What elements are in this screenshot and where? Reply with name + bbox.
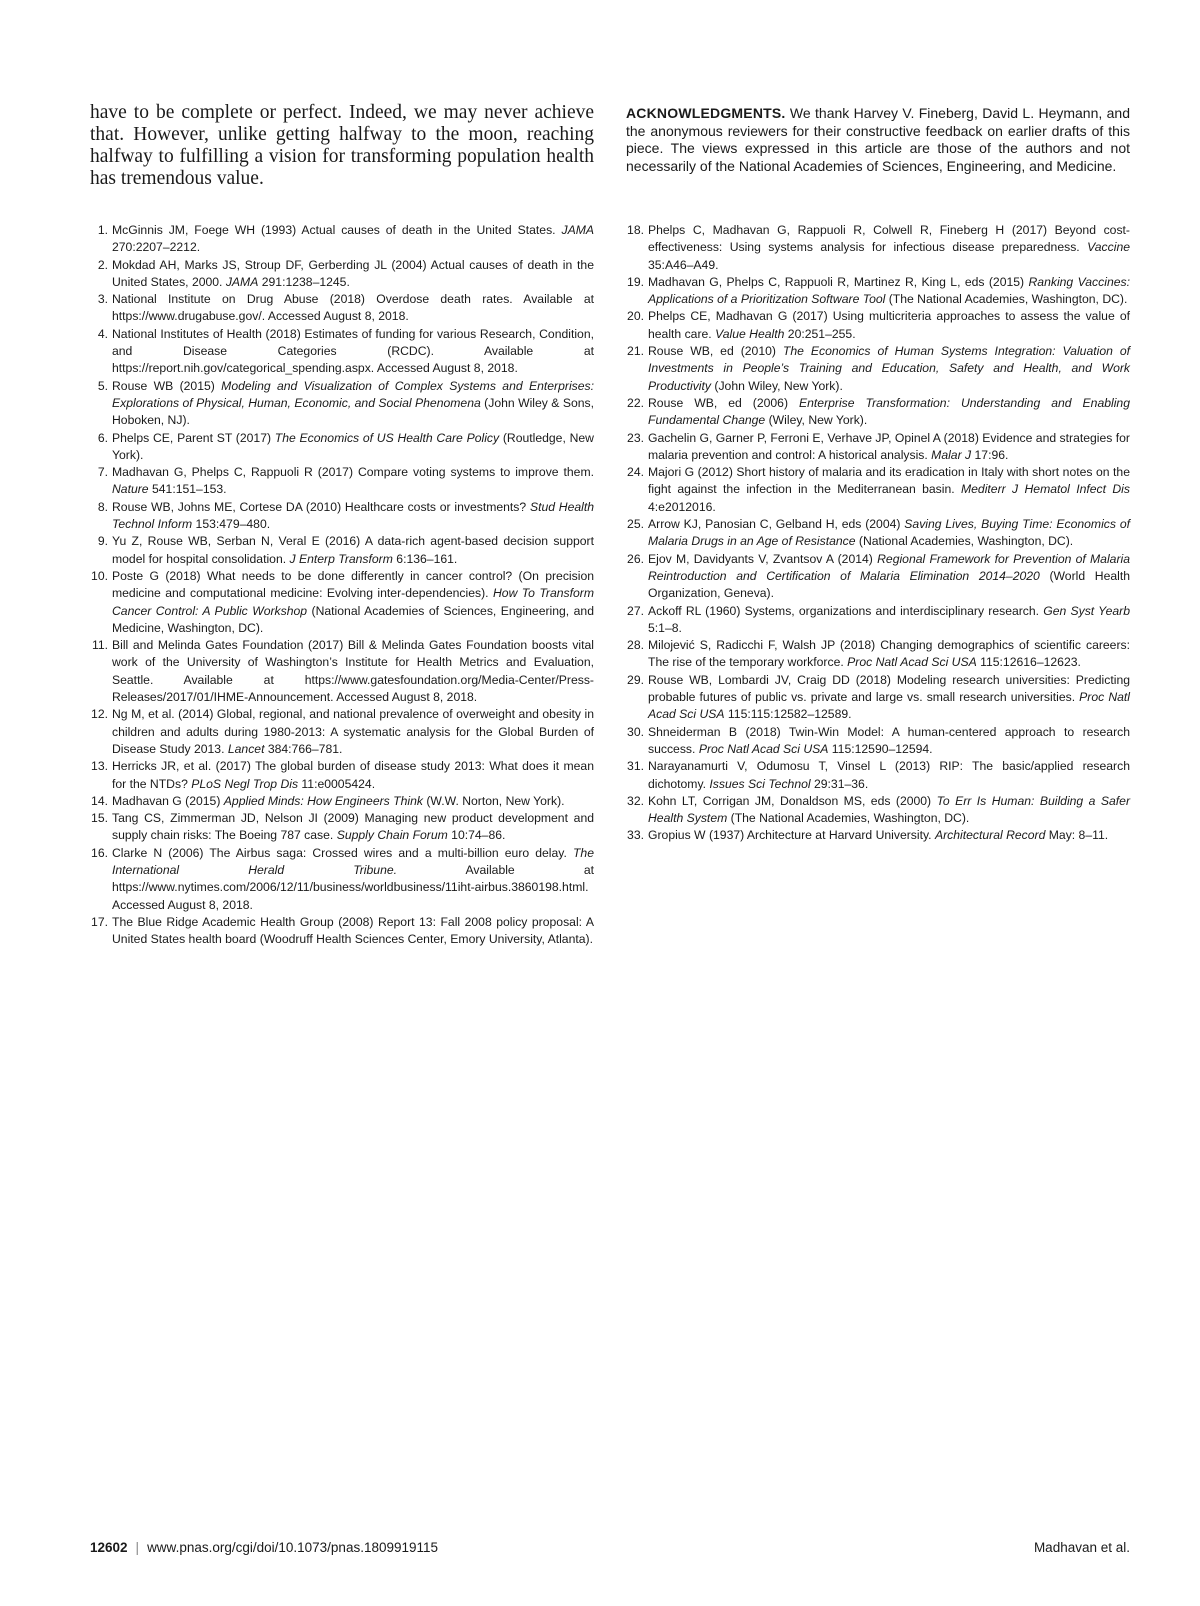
reference-text: Narayanamurti V, Odumosu T, Vinsel L (2013) RIP: The basic/applied research dichotomy. Issues Sci Technol 29:31–36. <box>648 759 1130 791</box>
reference-number: 29. <box>627 672 644 687</box>
reference-text: Ng M, et al. (2014) Global, regional, and national prevalence of overweight and obesity in children and adults during 1980-2013: A systematic analysis for the Global Burden of Disease Study 2013. Lancet 384:766–781. <box>112 707 594 756</box>
references-left-column <box>90 222 594 948</box>
reference-text: Madhavan G (2015) Applied Minds: How Engineers Think (W.W. Norton, New York). <box>112 793 565 808</box>
reference-number: 14. <box>91 793 108 808</box>
reference-item <box>90 464 594 499</box>
reference-number: 4. <box>97 326 108 341</box>
doi-link[interactable]: www.pnas.org/cgi/doi/10.1073/pnas.1809919115 <box>147 1540 439 1555</box>
reference-number: 24. <box>627 465 644 480</box>
reference-item <box>90 810 594 845</box>
reference-text: The Blue Ridge Academic Health Group (2008) Report 13: Fall 2008 policy proposal: A United States health board (Woodruff Health Sciences Center, Emory University, Atlanta). <box>112 914 594 947</box>
reference-item <box>626 430 1130 465</box>
reference-number: 20. <box>627 309 644 324</box>
reference-number: 18. <box>627 223 644 237</box>
reference-number: 23. <box>627 430 644 445</box>
acknowledgments-paragraph <box>626 105 1130 175</box>
running-authors: Madhavan et al. <box>1033 1540 1130 1555</box>
reference-number: 10. <box>91 568 108 583</box>
reference-item <box>626 758 1130 793</box>
page-number: 12602 <box>90 1540 128 1555</box>
reference-text: Gachelin G, Garner P, Ferroni E, Verhave JP, Opinel A (2018) Evidence and strategies for malaria prevention and control: A historical analysis. Malar J 17:96. <box>648 430 1130 462</box>
reference-item <box>90 533 594 568</box>
reference-text: Rouse WB, Johns ME, Cortese DA (2010) Healthcare costs or investments? Stud Health Technol Inform 153:479–480. <box>112 499 594 532</box>
reference-text: Rouse WB, ed (2006) Enterprise Transformation: Understanding and Enabling Fundamental Change (Wiley, New York). <box>648 395 1130 428</box>
reference-text: Tang CS, Zimmerman JD, Nelson JI (2009) Managing new product development and supply chain risks: The Boeing 787 case. Supply Chain Forum 10:74–86. <box>112 811 594 843</box>
reference-number: 21. <box>627 344 644 359</box>
reference-number: 25. <box>627 517 644 532</box>
reference-text: McGinnis JM, Foege WH (1993) Actual causes of death in the United States. JAMA 270:2207–2212. <box>112 223 594 255</box>
reference-text: Gropius W (1937) Architecture at Harvard University. Architectural Record May: 8–11. <box>648 828 1109 843</box>
reference-item <box>626 222 1130 274</box>
reference-item <box>90 637 594 706</box>
reference-text: Herricks JR, et al. (2017) The global burden of disease study 2013: What does it mean for the NTDs? PLoS Negl Trop Dis 11:e0005424. <box>112 759 594 791</box>
reference-text: National Institute on Drug Abuse (2018) Overdose death rates. Available at https://www.drugabuse.gov/. Accessed August 8, 2018. <box>112 292 594 324</box>
reference-text: Phelps CE, Parent ST (2017) The Economics of US Health Care Policy (Routledge, New York). <box>112 430 594 462</box>
reference-item <box>90 568 594 637</box>
reference-item <box>626 395 1130 430</box>
reference-item <box>90 845 594 914</box>
reference-number: 9. <box>97 534 108 549</box>
reference-item <box>90 430 594 465</box>
body-column <box>90 102 594 190</box>
page-footer <box>90 1540 1130 1555</box>
footer-separator: | <box>135 1540 140 1555</box>
reference-item <box>626 464 1130 516</box>
reference-number: 11. <box>91 638 108 653</box>
reference-number: 22. <box>627 395 644 410</box>
reference-number: 6. <box>97 430 108 445</box>
reference-item <box>90 499 594 534</box>
reference-number: 17. <box>91 914 108 929</box>
acknowledgments-heading: ACKNOWLEDGMENTS. <box>626 105 786 121</box>
reference-number: 28. <box>627 638 644 653</box>
reference-number: 13. <box>91 759 108 774</box>
reference-text: Mokdad AH, Marks JS, Stroup DF, Gerberding JL (2004) Actual causes of death in the United States, 2000. JAMA 291:1238–1245. <box>112 257 594 289</box>
reference-number: 33. <box>627 828 644 843</box>
reference-number: 1. <box>97 223 108 237</box>
reference-text: Ackoff RL (1960) Systems, organizations and interdisciplinary research. Gen Syst Yearb 5:1–8. <box>648 603 1131 635</box>
reference-text: Kohn LT, Corrigan JM, Donaldson MS, eds (2000) To Err Is Human: Building a Safer Health System (The National Academies, Washington, DC). <box>648 793 1131 826</box>
reference-item <box>626 637 1130 672</box>
reference-item <box>90 257 594 292</box>
acknowledgments-text: We thank Harvey V. Fineberg, David L. Heymann, and the anonymous reviewers for their constructive feedback on earlier drafts of this piece. The views expressed in this article are those of the authors and not necessarily of the National Academies of Sciences, Engineering, and Medicine. <box>626 105 1131 174</box>
reference-item <box>90 914 594 949</box>
reference-item <box>90 758 594 793</box>
reference-number: 19. <box>627 274 644 289</box>
reference-number: 32. <box>627 793 644 808</box>
reference-number: 26. <box>627 551 644 566</box>
reference-text: Madhavan G, Phelps C, Rappuoli R (2017) Compare voting systems to improve them. Nature 541:151–153. <box>112 465 594 497</box>
reference-item <box>90 326 594 378</box>
reference-number: 16. <box>91 845 108 860</box>
reference-number: 2. <box>97 257 108 272</box>
reference-text: Bill and Melinda Gates Foundation (2017) Bill & Melinda Gates Foundation boosts vital work of the University of Washington’s Institute for Health Metrics and Evaluation, Seattle. Available at https://www.gatesfoundation.org/Media-Center/Press-Releases/2017/01/IHME-Announcement. Accessed August 8, 2018. <box>112 638 594 705</box>
reference-item <box>626 827 1130 844</box>
reference-number: 31. <box>627 759 644 774</box>
reference-number: 7. <box>97 465 108 480</box>
reference-text: Rouse WB, ed (2010) The Economics of Human Systems Integration: Valuation of Investments in People’s Training and Education, Safety and Health, and Work Productivity (John Wiley, New York). <box>648 344 1131 393</box>
reference-number: 12. <box>91 707 108 722</box>
reference-item <box>90 793 594 810</box>
acknowledgments-section <box>626 102 1130 175</box>
reference-number: 27. <box>627 603 644 618</box>
reference-text: Rouse WB (2015) Modeling and Visualization of Complex Systems and Enterprises: Explorations of Physical, Human, Economic, and Social Phenomena (John Wiley & Sons, Hoboken, NJ). <box>112 378 595 428</box>
reference-text: Poste G (2018) What needs to be done differently in cancer control? (On precision medicine and computational medicine: Evolving inter-dependencies). How To Transform Cancer Control: A Public Workshop (National Academies of Sciences, Engineering, and Medicine, Washington, DC). <box>112 568 594 635</box>
reference-text: Phelps CE, Madhavan G (2017) Using multicriteria approaches to assess the value of health care. Value Health 20:251–255. <box>648 309 1130 341</box>
reference-item <box>626 672 1130 724</box>
reference-text: Clarke N (2006) The Airbus saga: Crossed wires and a multi-billion euro delay. The International Herald Tribune. Available at https://www.nytimes.com/2006/12/11/business/worldbusiness/11iht-airbus.3860198.html. Accessed August 8, 2018. <box>112 845 594 912</box>
reference-text: Yu Z, Rouse WB, Serban N, Veral E (2016) A data-rich agent-based decision support model for hospital consolidation. J Enterp Transform 6:136–161. <box>112 534 594 566</box>
reference-item <box>626 603 1130 638</box>
reference-text: Shneiderman B (2018) Twin-Win Model: A human-centered approach to research success. Proc Natl Acad Sci USA 115:12590–12594. <box>648 724 1130 756</box>
reference-number: 3. <box>97 292 108 307</box>
reference-number: 30. <box>627 724 644 739</box>
reference-item <box>626 551 1130 603</box>
reference-text: Milojević S, Radicchi F, Walsh JP (2018) Changing demographics of scientific careers: The rise of the temporary workforce. Proc Natl Acad Sci USA 115:12616–12623. <box>648 638 1130 670</box>
reference-text: National Institutes of Health (2018) Estimates of funding for various Research, Condition, and Disease Categories (RCDC). Available at https://report.nih.gov/categorical_spending.aspx. Accessed August 8, 2018. <box>112 326 594 376</box>
reference-text: Rouse WB, Lombardi JV, Craig DD (2018) Modeling research universities: Predicting probable futures of public vs. private and large vs. small research universities. Proc Natl Acad Sci USA 115:115:12582–12589. <box>648 672 1130 722</box>
reference-item <box>626 724 1130 759</box>
reference-text: Ejov M, Davidyants V, Zvantsov A (2014) Regional Framework for Prevention of Malaria Reintroduction and Certification of Malaria Elimination 2014–2020 (World Health Organization, Geneva). <box>648 551 1130 601</box>
reference-item <box>626 793 1130 828</box>
reference-text: Phelps C, Madhavan G, Rappuoli R, Colwell R, Fineberg H (2017) Beyond cost-effectiveness: Using systems analysis for infectious disease preparedness. Vaccine 35:A46–A49. <box>648 223 1130 272</box>
references-right-column <box>626 222 1130 845</box>
reference-text: Arrow KJ, Panosian C, Gelband H, eds (2004) Saving Lives, Buying Time: Economics of Malaria Drugs in an Age of Resistance (National Academies, Washington, DC). <box>648 517 1130 549</box>
reference-item <box>626 308 1130 343</box>
reference-number: 8. <box>97 499 108 514</box>
reference-text: Majori G (2012) Short history of malaria and its eradication in Italy with short notes on the fight against the infection in the Mediterranean basin. Mediterr J Hematol Infect Dis 4:e2012016. <box>648 465 1130 514</box>
reference-number: 5. <box>97 378 108 393</box>
reference-item <box>90 291 594 326</box>
reference-number: 15. <box>91 811 108 826</box>
reference-item <box>90 378 594 430</box>
reference-item <box>90 706 594 758</box>
reference-item <box>626 343 1130 395</box>
reference-text: Madhavan G, Phelps C, Rappuoli R, Martinez R, King L, eds (2015) Ranking Vaccines: Applications of a Prioritization Software Tool (The National Academies, Washington, DC). <box>648 274 1130 307</box>
reference-item <box>90 222 594 257</box>
reference-item <box>626 516 1130 551</box>
body-paragraph: have to be complete or perfect. Indeed, we may never achieve that. However, unlike getting halfway to the moon, reaching halfway to fulfilling a vision for transforming population health has tremendous value. <box>90 102 594 189</box>
reference-item <box>626 274 1130 309</box>
